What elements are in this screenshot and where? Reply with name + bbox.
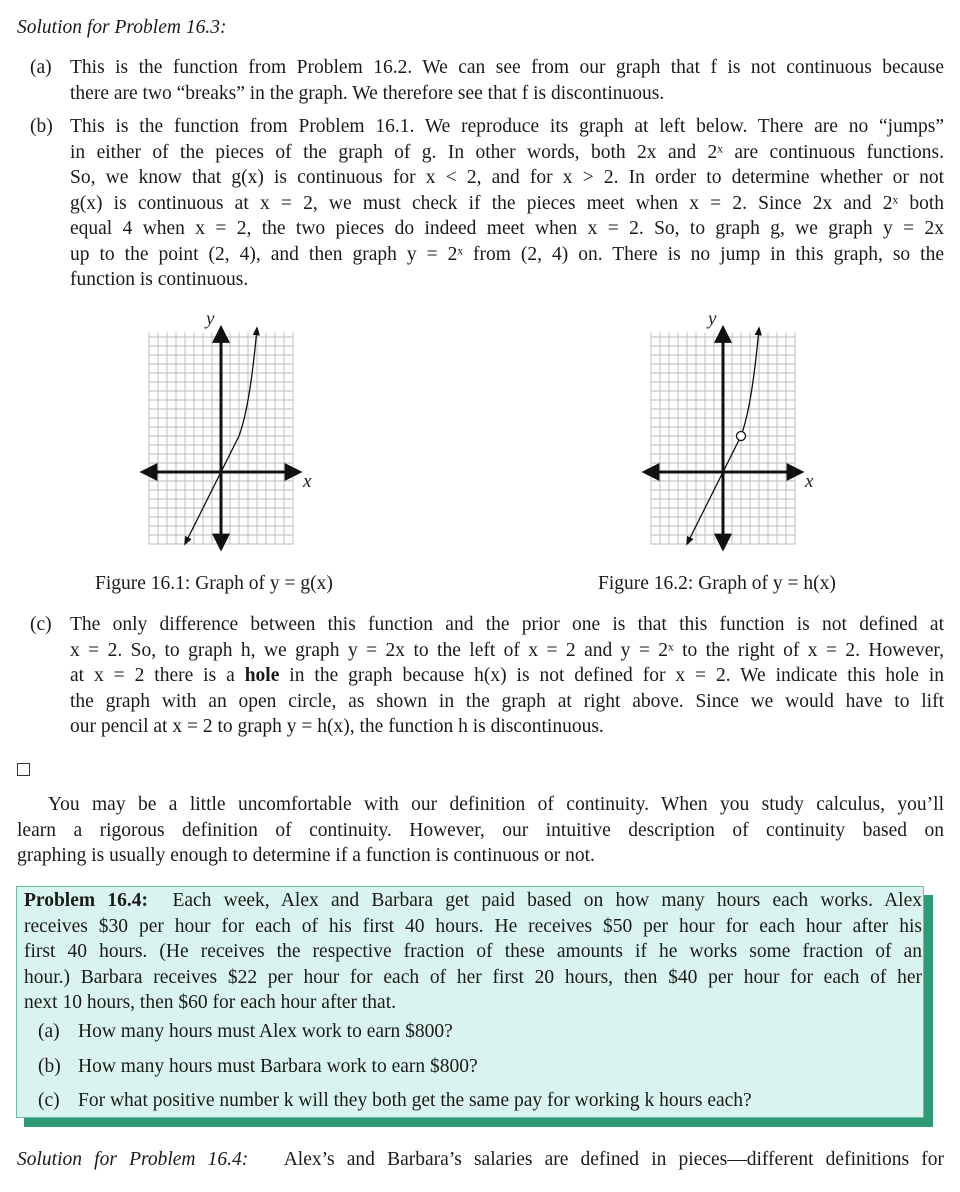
text-line <box>24 888 922 914</box>
question-label: (a) <box>38 1021 60 1042</box>
text-line: hour.) Barbara receives $22 per hour for each of her first 20 hours, then $40 per hour for each of her <box>24 966 922 988</box>
text-line: at x = 2 there is a hole in the graph because h(x) is not defined for x = 2. We indicate this hole in <box>70 665 945 686</box>
problem-box-shadow <box>924 895 933 1127</box>
question-text: For what positive number k will they both get the same pay for working k hours each? <box>78 1090 752 1111</box>
figure-16-2-caption: Figure 16.2: Graph of y = h(x) <box>598 573 836 594</box>
solution-16-4 <box>17 1147 944 1173</box>
question-label: (c) <box>38 1090 60 1111</box>
solution-heading: Solution for Problem 16.4: <box>17 1149 249 1170</box>
solution-part-b <box>30 114 944 293</box>
x-axis-label: x <box>805 471 814 492</box>
text-line: The only difference between this function and the prior one is that this function is not defined at <box>70 614 944 635</box>
text-line: next 10 hours, then $60 for each hour after that. <box>24 992 397 1013</box>
text-line: there are two “breaks” in the graph. We therefore see that f is discontinuous. <box>70 82 665 104</box>
figure-16-1-graph <box>130 300 330 560</box>
part-label: (a) <box>30 57 52 78</box>
qed-square-icon <box>17 763 30 776</box>
figure-16-1-caption: Figure 16.1: Graph of y = g(x) <box>95 573 333 594</box>
solution-text: Alex’s and Barbara’s salaries are defined in pieces—different definitions for <box>283 1149 944 1170</box>
text-line: You may be a little uncomfortable with our definition of continuity. When you study calculus, you’ll <box>48 794 944 815</box>
part-label: (c) <box>30 614 52 635</box>
bold-term: hole <box>244 665 280 686</box>
text-line <box>17 1147 944 1173</box>
continuity-paragraph <box>17 792 944 869</box>
text-line: in either of the pieces of the graph of g. In other words, both 2x and 2ˣ are continuous functions. <box>70 141 944 163</box>
text-line: So, we know that g(x) is continuous for x < 2, and for x > 2. In order to determine whether or not <box>70 167 944 188</box>
solution-part-a <box>30 55 944 106</box>
text-line: x = 2. So, to graph h, we graph y = 2x to the left of x = 2 and y = 2ˣ to the right of x = 2. However, <box>70 639 944 661</box>
x-axis-label: x <box>303 471 312 492</box>
text-line: equal 4 when x = 2, the two pieces do indeed meet when x = 2. So, to graph g, we graph y = 2x <box>70 218 944 239</box>
text-line: receives $30 per hour for each of his first 40 hours. He receives $50 per hour for each hour after his <box>24 915 922 937</box>
part-label: (b) <box>30 116 53 137</box>
y-axis-label: y <box>206 308 215 330</box>
text-line: the graph with an open circle, as shown in the graph at right above. Since we would have to lift <box>70 690 944 712</box>
text-line: up to the point (2, 4), and then graph y = 2ˣ from (2, 4) on. There is no jump in this graph, so the <box>70 243 944 265</box>
problem-box-shadow <box>24 1118 933 1127</box>
text-line: first 40 hours. (He receives the respective fraction of these amounts if he works some fraction of an <box>24 941 922 962</box>
problem-statement <box>24 888 922 1016</box>
text-line: function is continuous. <box>70 269 249 290</box>
text-line: our pencil at x = 2 to graph y = h(x), the function h is discontinuous. <box>70 716 604 737</box>
y-axis-label: y <box>708 308 717 330</box>
question-label: (b) <box>38 1056 61 1077</box>
problem-title: Problem 16.4: <box>24 890 148 911</box>
solution-part-c <box>30 612 944 740</box>
problem-text: Each week, Alex and Barbara get paid based on how many hours each works. Alex <box>172 890 923 911</box>
text-line: g(x) is continuous at x = 2, we must check if the pieces meet when x = 2. Since 2x and 2ˣ both <box>70 192 944 214</box>
text-line: This is the function from Problem 16.1. We reproduce its graph at left below. There are no “jumps” <box>70 116 944 137</box>
question-text: How many hours must Barbara work to earn $800? <box>78 1056 478 1077</box>
question-text: How many hours must Alex work to earn $800? <box>78 1021 453 1042</box>
solution-heading: Solution for Problem 16.3: <box>17 17 227 38</box>
open-circle-hole <box>737 432 746 441</box>
text-line: graphing is usually enough to determine if a function is continuous or not. <box>17 845 595 866</box>
figure-16-2-graph <box>632 300 832 560</box>
text-line: This is the function from Problem 16.2. We can see from our graph that f is not continuous because <box>70 57 944 78</box>
text-line: learn a rigorous definition of continuity. However, our intuitive description of continuity based on <box>17 819 944 841</box>
